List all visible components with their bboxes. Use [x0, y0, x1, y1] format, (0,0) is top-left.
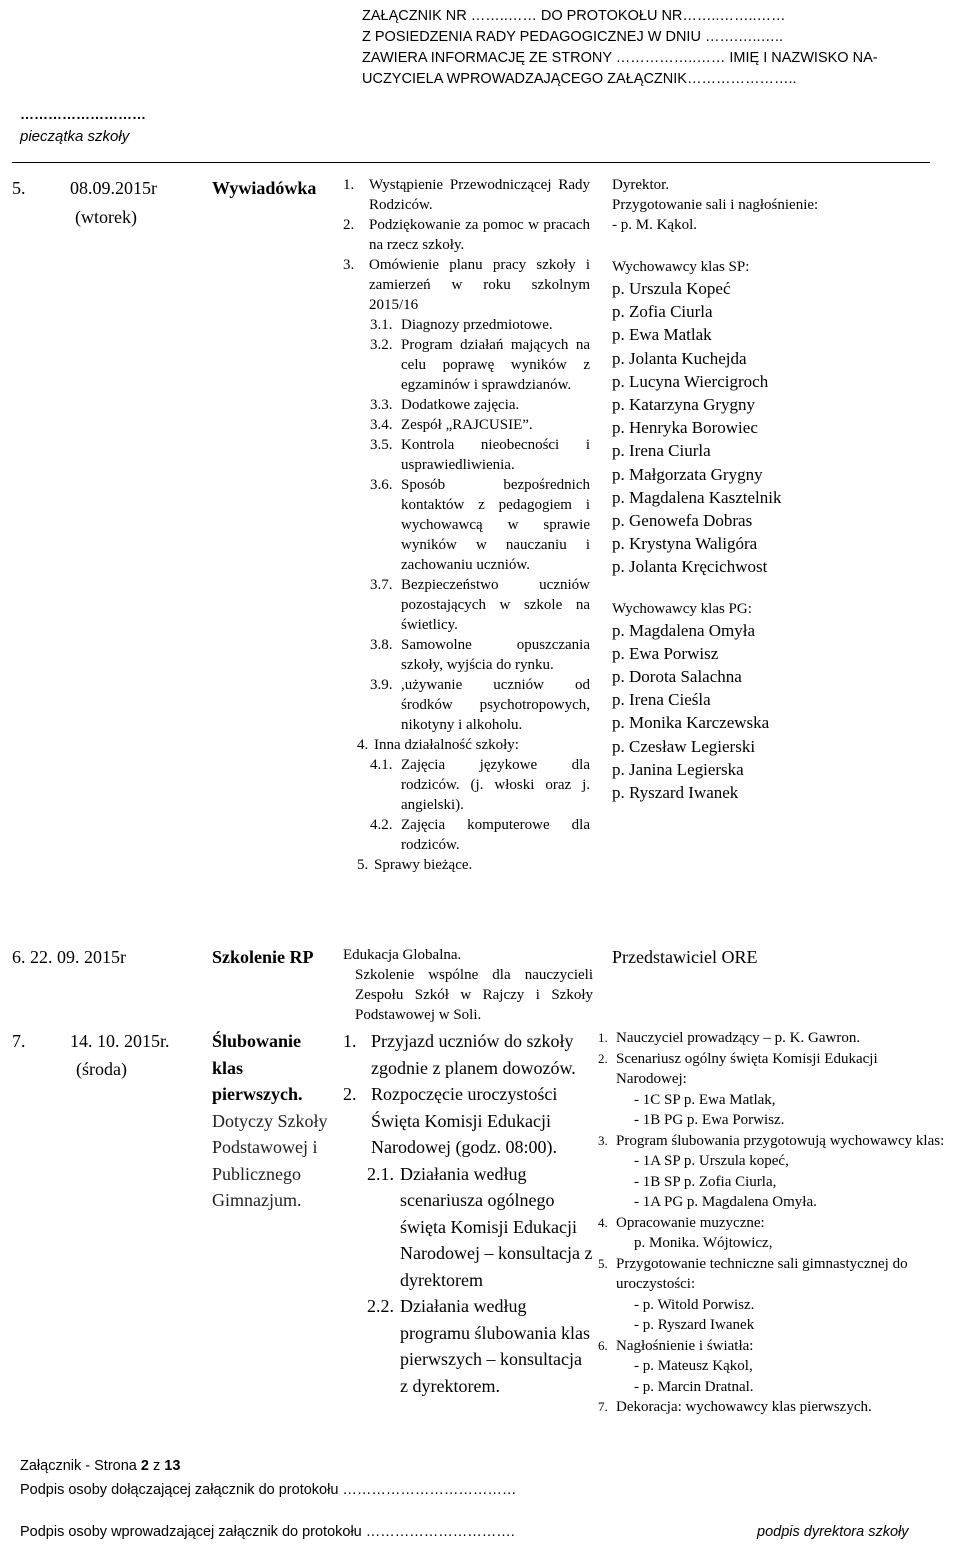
agenda-subitem: 4.1. Zajęcia językowe dla rodziców. (j. włoski oraz j. angielski). [370, 757, 590, 813]
principal-signature: podpis dyrektora szkoły [757, 1524, 909, 1540]
current-page: 2 [140, 1458, 149, 1474]
row5-event: Wywiadówka [212, 178, 317, 198]
agenda-item: 3. Omówienie planu pracy szkoły i zamierzeń w roku szkolnym 2015/16 [343, 257, 590, 313]
task-item: 6. Nagłośnienie i światła: - p. Mateusz Kąkol, - p. Marcin Dratnal. [598, 1337, 754, 1395]
list-item: p. Magdalena Kasztelnik [612, 487, 782, 507]
program-item: 2. Rozpoczęcie uroczystości Święta Komisji Edukacji Narodowej (godz. 08:00). [343, 1084, 558, 1157]
row7-tasks [598, 1028, 948, 1418]
list-item: p. Urszula Kopeć [612, 279, 731, 298]
list-item: p. Ewa Porwisz [612, 643, 719, 663]
list-item: p. Zofia Ciurla [612, 302, 713, 322]
agenda-item: 1. Wystąpienie Przewodniczącej Rady Rodziców. [343, 177, 590, 213]
row7-number: 7. [12, 1031, 26, 1051]
row6-event: Szkolenie RP [212, 947, 314, 967]
row7-event-note: Dotyczy Szkoły Podstawowej i Publicznego Gimnazjum. [212, 1110, 328, 1210]
list-item: p. Genowefa Dobras [612, 511, 753, 531]
row7-program [343, 1028, 593, 1399]
task-item: 2. Scenariusz ogólny święta Komisji Edukacji Narodowej: - 1C SP p. Ewa Matlak, - 1B PG p. Ewa Porwisz. [598, 1050, 878, 1128]
list-item: p. Henryka Borowiec [612, 418, 758, 438]
resp-sound-person: - p. M. Kąkol. [612, 217, 697, 233]
row5-agenda [343, 175, 590, 875]
agenda-subitem: 3.6. Sposób bezpośrednich kontaktów z pedagogiem i wychowawcą w sprawie wyników w nauczaniu i zachowaniu uczniów. [370, 477, 590, 573]
header-line-1: ZAŁĄCZNIK NR ……..…… DO PROTOKOŁU NR……..……..…… [362, 8, 786, 24]
pg-teachers-header: Wychowawcy klas PG: [612, 600, 752, 617]
row5-number: 5. [12, 178, 26, 198]
task-item: 4. Opracowanie muzyczne: p. Monika. Wójtowicz, [598, 1214, 773, 1251]
row6-description [343, 945, 593, 1025]
resp-sound-label: Przygotowanie sali i nagłośnienie: [612, 197, 819, 213]
header-line-3: ZAWIERA INFORMACJĘ ZE STRONY ……………..…… IMIĘ I NAZWISKO NA- [362, 50, 878, 66]
row7-date: 14. 10. 2015r. [70, 1031, 170, 1051]
stamp-placeholder: ……………………… [20, 106, 146, 122]
list-item: p. Czesław Legierski [612, 736, 756, 756]
agenda-subitem: 3.7. Bezpieczeństwo uczniów pozostających w szkole na świetlicy. [370, 577, 590, 633]
list-item: p. Magdalena Omyła [612, 620, 756, 640]
row5-date: 08.09.2015r [70, 178, 157, 198]
list-item: p. Ryszard Iwanek [612, 783, 739, 803]
list-item: p. Ewa Matlak [612, 325, 712, 345]
task-item: 3. Program ślubowania przygotowują wychowawcy klas: - 1A SP p. Urszula kopeć, - 1B SP p. Zofia Ciurla, - 1A PG p. Magdalena Omyła. [598, 1132, 945, 1210]
list-item: p. Irena Ciurla [612, 441, 711, 461]
row5-day: (wtorek) [75, 207, 137, 227]
resp-director: Dyrektor. [612, 177, 670, 193]
list-item: p. Jolanta Kuchejda [612, 348, 747, 368]
agenda-subitem: 3.2. Program działań mających na celu poprawę wyników z egzaminów i sprawdzianów. [370, 337, 590, 393]
agenda-subitem: 3.1. Diagnozy przedmiotowe. [370, 317, 553, 333]
list-item: p. Małgorzata Grygny [612, 464, 763, 484]
row7-day: (środa) [76, 1059, 127, 1079]
agenda-subitem: 4.2. Zajęcia komputerowe dla rodziców. [370, 817, 590, 853]
task-item: 7. Dekoracja: wychowawcy klas pierwszych. [598, 1399, 872, 1415]
page-counter: Załącznik - Strona 2 z 13 [20, 1458, 181, 1474]
list-item: p. Jolanta Kręcichwost [612, 557, 768, 577]
agenda-subitem: 3.5. Kontrola nieobecności i usprawiedliwienia. [370, 437, 590, 473]
agenda-item: 5. Sprawy bieżące. [357, 857, 473, 873]
agenda-subitem: 3.9. ,używanie uczniów od środków psychotropowych, nikotyny i alkoholu. [370, 677, 590, 733]
program-subitem: 2.1. Działania według scenariusza ogólnego święta Komisji Edukacji Narodowej – konsultacja z dyrektorem [367, 1163, 593, 1290]
header-line-4: UCZYCIELA WPROWADZAJĄCEGO ZAŁĄCZNIK………………….. [362, 71, 797, 87]
row6-desc-title: Edukacja Globalna. [343, 947, 462, 963]
total-pages: 13 [164, 1458, 181, 1474]
introducing-person-signature: Podpis osoby wprowadzającej załącznik do protokołu …………………………. [20, 1524, 515, 1540]
row7-event [212, 1028, 330, 1214]
program-subitem: 2.2. Działania według programu ślubowania klas pierwszych – konsultacja z dyrektorem. [367, 1296, 590, 1396]
row5-responsible [612, 175, 942, 804]
row6-desc-body: Szkolenie wspólne dla nauczycieli Zespołu Szkół w Rajczy i Szkoły Podstawowej w Soli. [355, 967, 593, 1023]
list-item: p. Irena Cieśla [612, 690, 711, 710]
agenda-subitem: 3.3. Dodatkowe zajęcia. [370, 397, 520, 413]
agenda-subitem: 3.8. Samowolne opuszczania szkoły, wyjścia do rynku. [370, 637, 590, 673]
row6-responsible: Przedstawiciel ORE [612, 947, 758, 967]
list-item: p. Monika Karczewska [612, 713, 770, 733]
agenda-item: 4. Inna działalność szkoły: [357, 737, 519, 753]
row7-event-title: Ślubowanie klas pierwszych. [212, 1031, 303, 1104]
attaching-person-signature: Podpis osoby dołączającej załącznik do protokołu ……………………………… [20, 1482, 517, 1498]
task-item: 1. Nauczyciel prowadzący – p. K. Gawron. [598, 1030, 861, 1046]
stamp-label: pieczątka szkoły [20, 128, 130, 145]
agenda-subitem: 3.4. Zespół „RAJCUSIE”. [370, 417, 533, 433]
sp-teachers-header: Wychowawcy klas SP: [612, 259, 750, 275]
program-item: 1. Przyjazd uczniów do szkoły zgodnie z planem dowozów. [343, 1031, 576, 1078]
header-line-2: Z POSIEDZENIA RADY PEDAGOGICZNEJ W DNIU …….…..….. [362, 29, 784, 45]
list-item: p. Dorota Salachna [612, 667, 742, 687]
list-item: p. Lucyna Wiercigroch [612, 371, 769, 391]
attachment-header [362, 6, 952, 90]
row6-date: 6. 22. 09. 2015r [12, 947, 126, 967]
list-item: p. Krystyna Waligóra [612, 534, 758, 554]
task-item: 5. Przygotowanie techniczne sali gimnastycznej do uroczystości: - p. Witold Porwisz. - p. Ryszard Iwanek [598, 1255, 908, 1333]
agenda-item: 2. Podziękowanie za pomoc w pracach na rzecz szkoły. [343, 217, 590, 253]
list-item: p. Katarzyna Grygny [612, 395, 756, 415]
header-rule [12, 162, 930, 163]
list-item: p. Janina Legierska [612, 759, 744, 779]
